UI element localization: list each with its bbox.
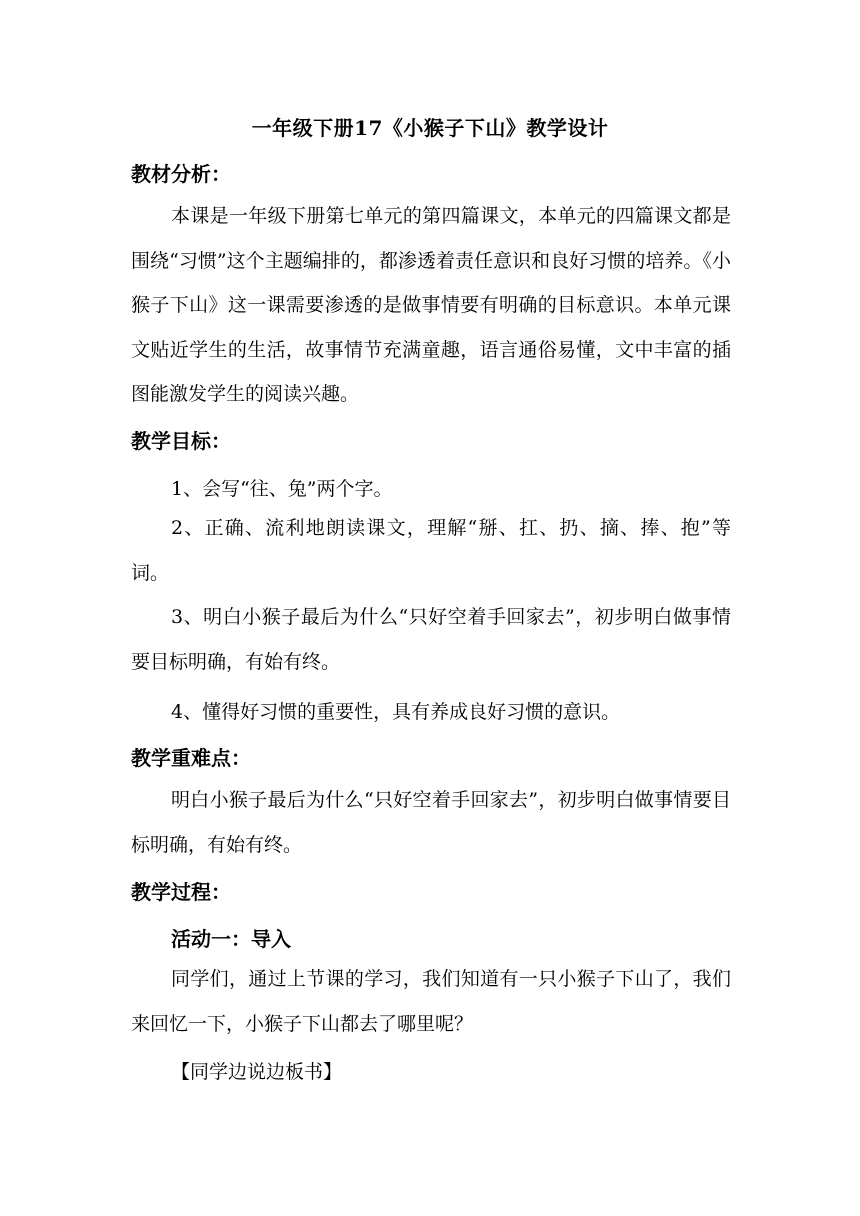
section-heading-teaching-goals: 教学目标： [131, 429, 231, 453]
goal-item-2: 2、正确、流利地朗读课文，理解“掰、扛、扔、摘、捧、抱”等词。 [131, 517, 731, 584]
paragraph-textbook-analysis: 本课是一年级下册第七单元的第四篇课文，本单元的四篇课文都是围绕“习惯”这个主题编排的，都渗透着责任意识和良好习惯的培养。《小猴子下山》这一课需要渗透的是做事情要有明确的目标意识。本单元课文贴近学生的生活，故事情节充满童趣，语言通俗易懂，文中丰富的插图能激发学生的阅读兴趣。 [131, 205, 731, 406]
paragraph-activity-one: 同学们，通过上节课的学习，我们知道有一只小猴子下山了，我们来回忆一下，小猴子下山都去了哪里呢？ [131, 968, 731, 1035]
goal-item-4: 4、懂得好习惯的重要性，具有养成良好习惯的意识。 [171, 701, 621, 723]
goal-item-1: 1、会写“往、兔”两个字。 [171, 478, 393, 500]
section-heading-key-points: 教学重难点： [131, 746, 251, 770]
activity-one-heading: 活动一：导入 [171, 927, 291, 951]
document-title: 一年级下册17《小猴子下山》教学设计 [251, 116, 609, 140]
board-writing-note: 【同学边说边板书】 [171, 1061, 343, 1083]
paragraph-key-points: 明白小猴子最后为什么“只好空着手回家去”，初步明白做事情要目标明确，有始有终。 [131, 789, 731, 856]
section-heading-textbook-analysis: 教材分析： [131, 162, 231, 186]
section-heading-teaching-process: 教学过程： [131, 880, 231, 904]
goal-item-3: 3、明白小猴子最后为什么“只好空着手回家去”，初步明白做事情要目标明确，有始有终。 [131, 606, 731, 673]
